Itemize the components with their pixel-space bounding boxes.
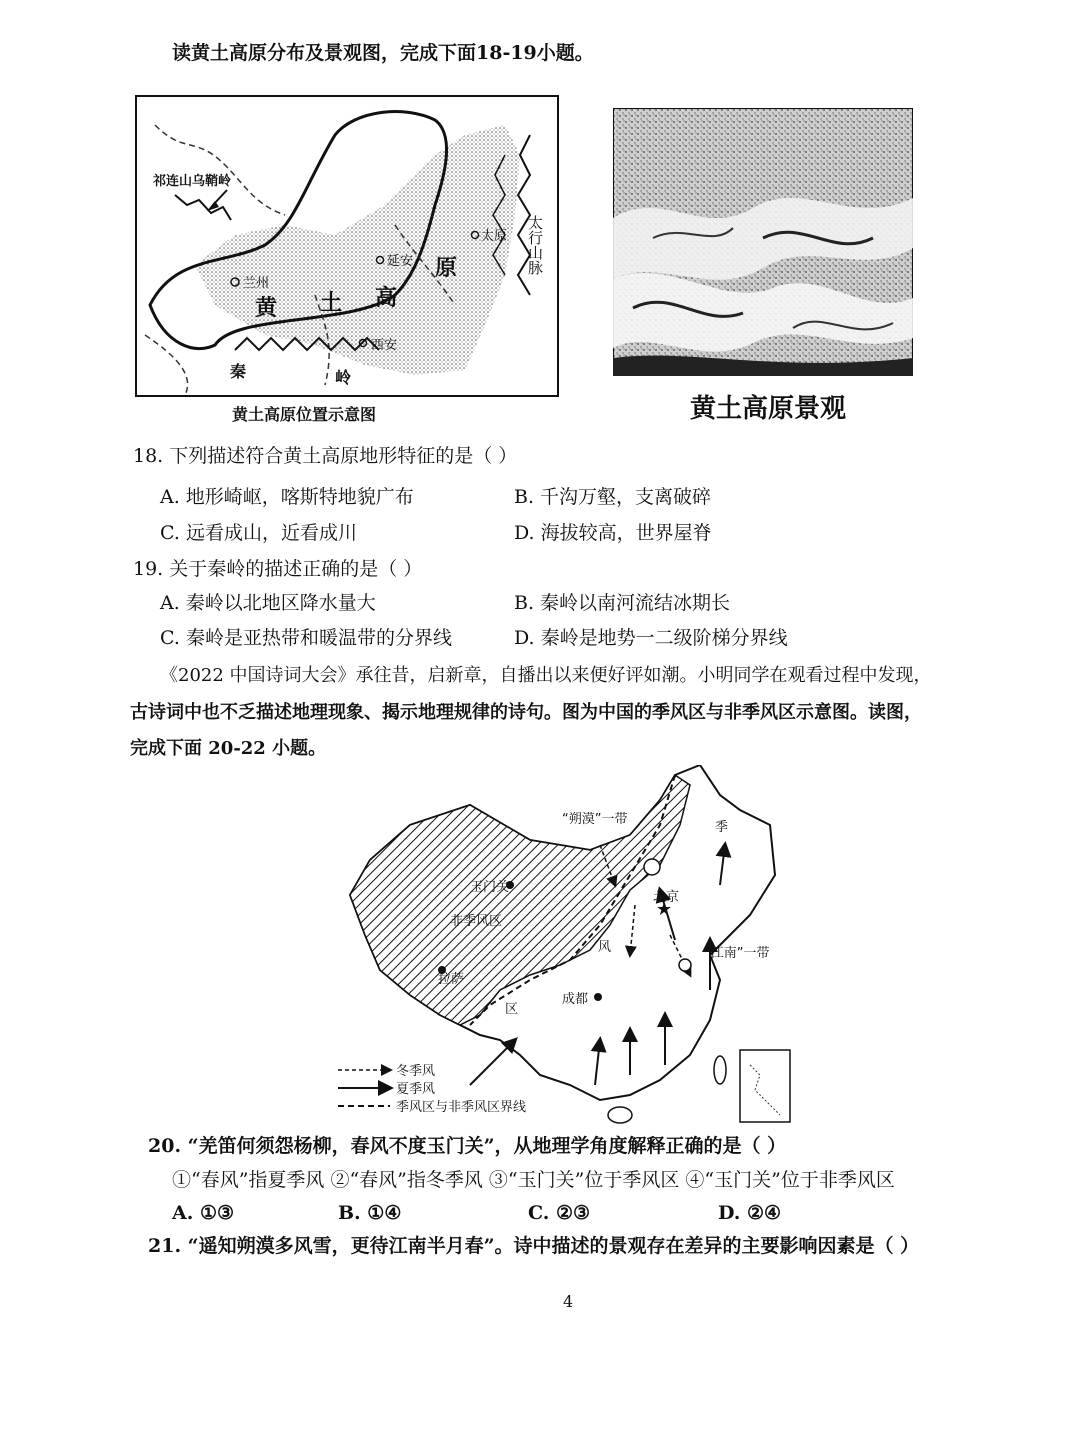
label-gao: 高	[375, 286, 398, 311]
q20-statements: ①“春风”指夏季风 ②“春风”指冬季风 ③“玉门关”位于季风区 ④“玉门关”位于非季风区	[172, 1169, 895, 1191]
label-taihang: 太行山脉	[526, 215, 544, 275]
label-tu: 土	[320, 291, 343, 316]
q18-option-b: B. 千沟万壑，支离破碎	[514, 486, 712, 508]
q19-option-a: A. 秦岭以北地区降水量大	[160, 592, 376, 614]
label-lanzhou: 兰州	[243, 276, 270, 291]
q20-option-b: B. ①④	[338, 1202, 402, 1224]
q20-option-a: A. ①③	[172, 1202, 235, 1224]
q19-stem: 19. 关于秦岭的描述正确的是（ ）	[133, 558, 423, 580]
page-number: 4	[563, 1292, 574, 1311]
label-ling: 岭	[335, 368, 352, 387]
intro-text-1: 读黄土高原分布及景观图，完成下面18-19小题。	[172, 42, 594, 64]
label-jiangnan: “江南”一带	[704, 946, 770, 961]
label-chengdu: 成都	[562, 992, 589, 1007]
label-lasa: 拉萨	[438, 972, 465, 987]
intro-text-2-line1: 《2022 中国诗词大会》承往昔，启新章，自播出以来便好评如潮。小明同学在观看过程中发现，	[160, 665, 932, 686]
label-feng: 风	[598, 940, 612, 955]
label-taiyuan: 太原	[481, 229, 508, 244]
intro-text-2-line2: 古诗词中也不乏描述地理现象、揭示地理规律的诗句。图为中国的季风区与非季风区示意图。读图，	[130, 702, 922, 723]
loess-landscape-photo	[613, 108, 913, 376]
svg-text:★: ★	[656, 899, 673, 920]
label-shuomo: “朔漠”一带	[562, 812, 628, 827]
label-yanan: 延安	[387, 254, 414, 269]
label-ji: 季	[715, 820, 729, 835]
q18-option-c: C. 远看成山，近看成川	[160, 522, 357, 544]
label-yuan: 原	[435, 256, 458, 281]
q19-option-d: D. 秦岭是地势一二级阶梯分界线	[514, 627, 788, 649]
label-qilian: 祁连山乌鞘岭	[153, 174, 232, 189]
legend-boundary: 季风区与非季风区界线	[396, 1100, 527, 1115]
legend-winter: 冬季风	[396, 1064, 436, 1079]
label-beijing: 北京	[653, 890, 680, 905]
q20-option-d: D. ②④	[718, 1202, 782, 1224]
q19-option-c: C. 秦岭是亚热带和暖温带的分界线	[160, 627, 452, 649]
legend-summer: 夏季风	[396, 1082, 436, 1097]
q18-option-d: D. 海拔较高，世界屋脊	[514, 522, 712, 544]
label-qu: 区	[505, 1002, 519, 1017]
label-nonmonsoon: 非季风区	[450, 914, 503, 929]
intro-text-2-line3: 完成下面 20-22 小题。	[130, 738, 327, 759]
label-yumenguan: 玉门关	[470, 880, 510, 895]
q20-option-c: C. ②③	[528, 1202, 591, 1224]
label-xian: 西安	[371, 338, 398, 353]
figure2-caption: 黄土高原景观	[690, 394, 847, 424]
label-qin: 秦	[230, 362, 247, 381]
china-monsoon-map	[330, 765, 810, 1130]
label-huang: 黄	[255, 296, 278, 321]
figure1-caption: 黄土高原位置示意图	[232, 405, 377, 424]
q19-option-b: B. 秦岭以南河流结冰期长	[514, 592, 731, 614]
loess-plateau-map	[135, 95, 559, 397]
q21-stem: 21. “遥知朔漠多风雪，更待江南半月春”。诗中描述的景观存在差异的主要影响因素是（ ）	[148, 1235, 920, 1257]
q20-stem: 20. “羌笛何须怨杨柳，春风不度玉门关”，从地理学角度解释正确的是（ ）	[148, 1135, 787, 1157]
q18-stem: 18. 下列描述符合黄土高原地形特征的是（ ）	[133, 445, 518, 467]
q18-option-a: A. 地形崎岖，喀斯特地貌广布	[160, 486, 414, 508]
